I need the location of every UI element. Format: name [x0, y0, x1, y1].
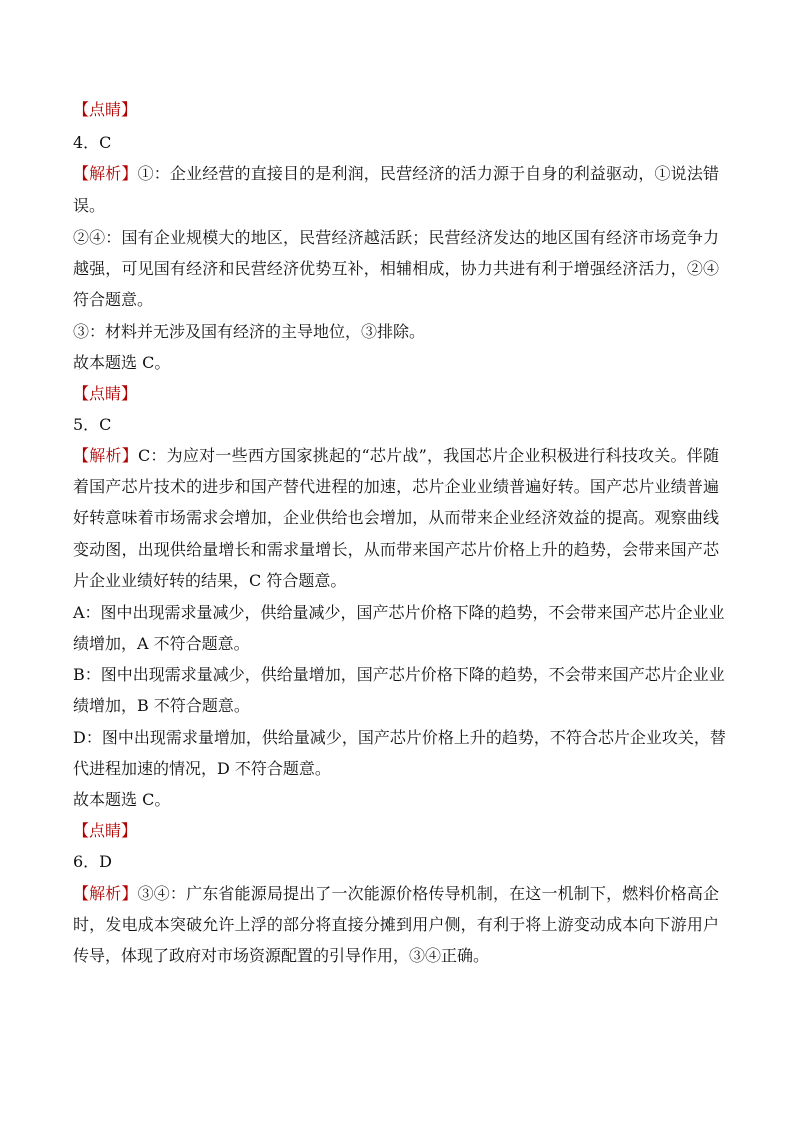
explanation-line: 好转意味着市场需求会增加，企业供给也会增加，从而带来企业经济效益的提高。观察曲线 — [73, 508, 719, 527]
explanation-line: 变动图，出现供给量增长和需求量增长，从而带来国产芯片价格上升的趋势，会带来国产芯 — [73, 540, 719, 559]
explanation-line: 【解析】①：企业经营的直接目的是利润，民营经济的活力源于自身的利益驱动，①说法错 — [73, 164, 719, 183]
explanation-line: 越强，可见国有经济和民营经济优势互补，相辅相成，协力共进有利于增强经济活力，②④ — [73, 259, 719, 278]
answer-6: 6．D — [73, 852, 113, 871]
explanation-line: 【解析】③④：广东省能源局提出了一次能源价格传导机制，在这一机制下，燃料价格高企 — [73, 884, 719, 903]
explanation-line: 绩增加，A 不符合题意。 — [73, 634, 250, 653]
jiexi-tag: 【解析】 — [73, 164, 138, 183]
explanation-line: B：图中出现需求量减少，供给量增加，国产芯片价格下降的趋势，不会带来国产芯片企业业 — [73, 665, 725, 684]
explanation-line: 【解析】C：为应对一些西方国家挑起的“芯片战”，我国芯片企业积极进行科技攻关。伴随 — [73, 446, 719, 465]
explanation-line: 片企业业绩好转的结果，C 符合题意。 — [73, 571, 347, 590]
explanation-line: D：图中出现需求量增加，供给量减少，国产芯片价格上升的趋势，不符合芯片企业攻关，替 — [73, 728, 726, 747]
answer-4: 4．C — [73, 133, 112, 152]
explanation-line: ③：材料并无涉及国有经济的主导地位，③排除。 — [73, 322, 426, 341]
dianjing-heading: 【点睛】 — [73, 821, 138, 840]
explanation-line: 代进程加速的情况，D 不符合题意。 — [73, 759, 331, 778]
explanation-line: 着国产芯片技术的进步和国产替代进程的加速，芯片企业业绩普遍好转。国产芯片业绩普遍 — [73, 477, 719, 496]
jiexi-tag: 【解析】 — [73, 446, 138, 465]
jiexi-tag: 【解析】 — [73, 884, 138, 903]
conclusion-line: 故本题选 C。 — [73, 353, 171, 372]
explanation-line: ②④：国有企业规模大的地区，民营经济越活跃；民营经济发达的地区国有经济市场竞争力 — [73, 228, 719, 247]
conclusion-line: 故本题选 C。 — [73, 790, 171, 809]
answer-5: 5．C — [73, 415, 112, 434]
dianjing-heading: 【点睛】 — [73, 384, 138, 403]
explanation-line: 误。 — [73, 196, 106, 215]
explanation-line: 符合题意。 — [73, 290, 154, 309]
explanation-line: 时，发电成本突破允许上浮的部分将直接分摊到用户侧，有利于将上游变动成本向下游用户 — [73, 915, 719, 934]
dianjing-heading: 【点睛】 — [73, 100, 138, 119]
explanation-line: 绩增加，B 不符合题意。 — [73, 696, 250, 715]
explanation-line: 传导，体现了政府对市场资源配置的引导作用，③④正确。 — [73, 946, 490, 965]
explanation-line: A：图中出现需求量减少，供给量减少，国产芯片价格下降的趋势，不会带来国产芯片企业业 — [73, 603, 725, 622]
